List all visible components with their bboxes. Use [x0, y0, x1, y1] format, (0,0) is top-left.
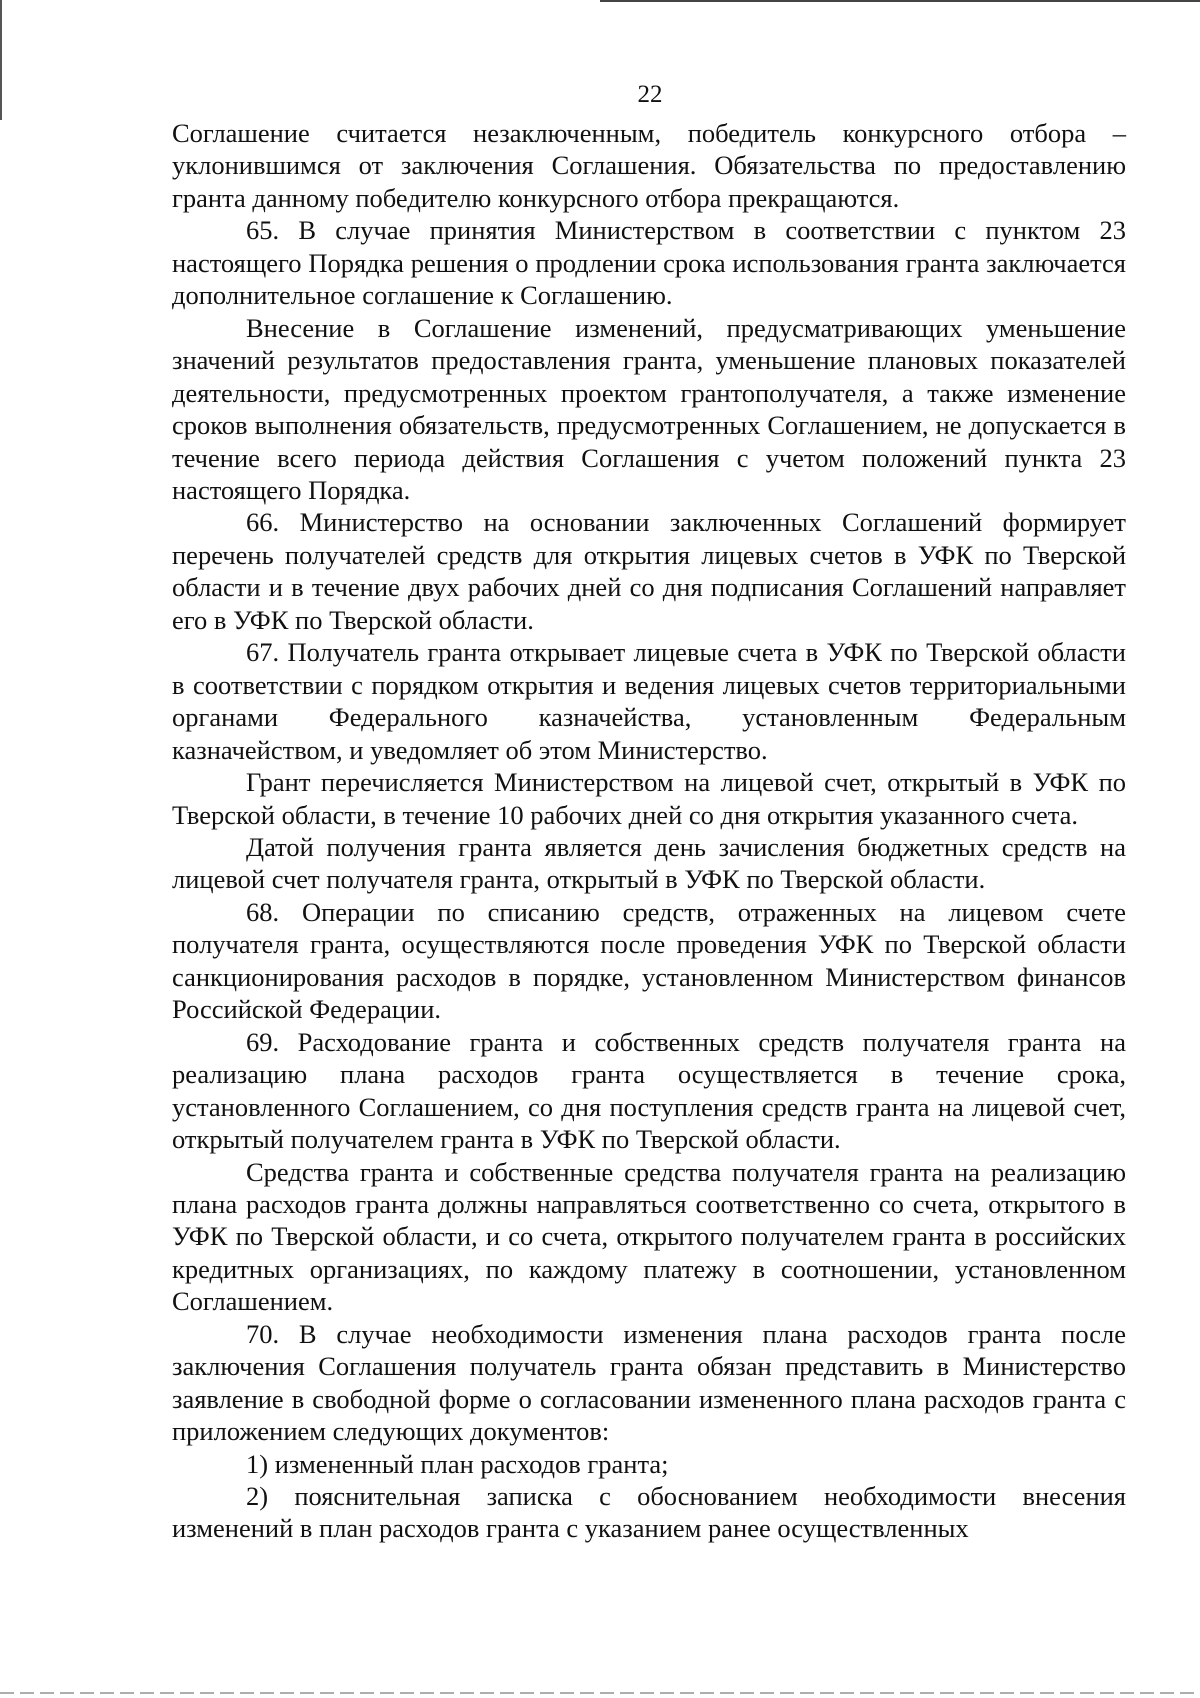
paragraph-item-67: 67. Получатель гранта открывает лицевые счета в УФК по Тверской области в соответствии с порядком открытия и ведения лицевых счетов территориальными органами Федерального казначейства, установленным Федеральным казначейством, и уведомляет об этом Министерство.	[172, 637, 1126, 765]
paragraph-item-66: 66. Министерство на основании заключенных Соглашений формирует перечень получателей средств для открытия лицевых счетов в УФК по Тверской области и в течение двух рабочих дней со дня подписания Соглашений направляет его в УФК по Тверской области.	[172, 507, 1126, 635]
list-item-1: 1) измененный план расходов гранта;	[246, 1448, 669, 1479]
paragraph-grant-receipt-date: Датой получения гранта является день зачисления бюджетных средств на лицевой счет получателя гранта, открытый в УФК по Тверской области.	[172, 831, 1126, 895]
paragraph-funds-direction: Средства гранта и собственные средства получателя гранта на реализацию плана расходов гранта должны направляться соответственно со счета, открытого в УФК по Тверской области, и со счета, открытого получателем гранта в российских кредитных организациях, по каждому платежу в соотношении, установленном Соглашением.	[172, 1156, 1126, 1317]
scan-edge-top	[600, 0, 1200, 2]
paragraph-continuation: Соглашение считается незаключенным, победитель конкурсного отбора – уклонившимся от заключения Соглашения. Обязательства по предоставлению гранта данному победителю конкурсного отбора прекращаются.	[172, 118, 1126, 213]
paragraph-grant-transfer: Грант перечисляется Министерством на лицевой счет, открытый в УФК по Тверской области, в течение 10 рабочих дней со дня открытия указанного счета.	[172, 767, 1126, 830]
paragraph-amendment-restriction: Внесение в Соглашение изменений, предусматривающих уменьшение значений результатов предоставления гранта, уменьшение плановых показателей деятельности, предусмотренных проектом грантополучателя, а также изменение сроков выполнения обязательств, предусмотренных Соглашением, не допускается в течение всего периода действия Соглашения с учетом положений пункта 23 настоящего Порядка.	[172, 312, 1126, 505]
paragraph-item-70: 70. В случае необходимости изменения плана расходов гранта после заключения Соглашения получатель гранта обязан представить в Министерство заявление в свободной форме о согласовании измененного плана расходов гранта с приложением следующих документов:	[172, 1318, 1126, 1447]
paragraph-item-69: 69. Расходование гранта и собственных средств получателя гранта на реализацию плана расходов гранта осуществляется в течение срока, установленного Соглашением, со дня поступления средств гранта на лицевой счет, открытый получателем гранта в УФК по Тверской области.	[172, 1026, 1126, 1155]
paragraph-item-65: 65. В случае принятия Министерством в соответствии с пунктом 23 настоящего Порядка решения о продлении срока использования гранта заключается дополнительное соглашение к Соглашению.	[172, 215, 1126, 311]
scan-edge-bottom	[0, 1692, 1200, 1694]
paragraph-item-68: 68. Операции по списанию средств, отраженных на лицевом счете получателя гранта, осуществляются после проведения УФК по Тверской области санкционирования расходов в порядке, установленном Министерством финансов Российской Федерации.	[172, 896, 1126, 1025]
document-body	[172, 117, 1126, 1545]
list-item-2: 2) пояснительная записка с обоснованием необходимости внесения изменений в план расходов гранта с указанием ранее осуществленных	[172, 1481, 1126, 1544]
page-number: 22	[637, 81, 663, 108]
